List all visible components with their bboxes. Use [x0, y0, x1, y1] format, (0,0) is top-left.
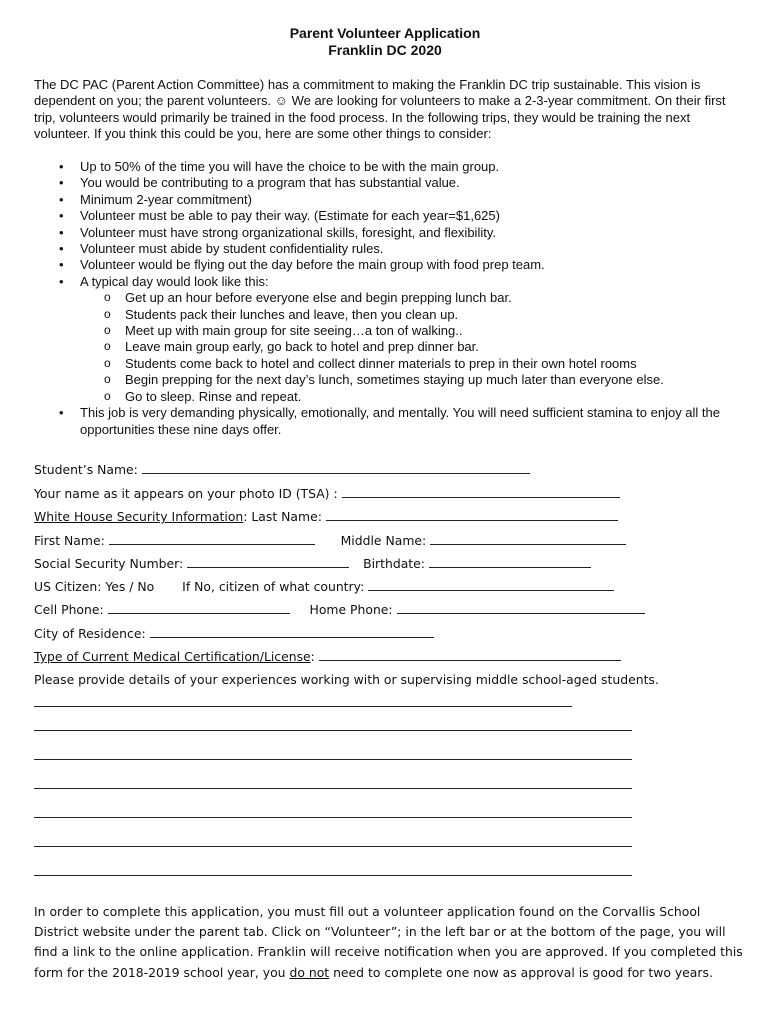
experience-line[interactable]: [34, 817, 632, 818]
last-name-label: : Last Name:: [243, 509, 322, 524]
photo-id-row: [34, 484, 620, 504]
experience-line[interactable]: [34, 706, 572, 707]
document-title: Parent Volunteer Application: [289, 25, 481, 41]
list-item: • Volunteer must be able to pay their way. (Estimate for each year=$1,625): [0, 208, 740, 224]
list-item-typical-day: [0, 274, 740, 405]
medical-row: [34, 647, 621, 667]
experience-line[interactable]: [34, 759, 632, 760]
considerations-list: [0, 159, 740, 438]
sub-list-item: o Get up an hour before everyone else and begin prepping lunch bar.: [80, 290, 740, 306]
experience-prompt-row: [34, 670, 659, 690]
sub-list-item: o Meet up with main group for site seeing…a ton of walking..: [80, 323, 740, 339]
student-name-row: [34, 460, 530, 480]
citizen-country-field[interactable]: [368, 578, 614, 591]
experience-line[interactable]: [34, 730, 632, 731]
experience-prompt: Please provide details of your experiences working with or supervising middle school-aged students.: [34, 672, 659, 687]
ssn-label: Social Security Number:: [34, 556, 184, 571]
cell-phone-label: Cell Phone:: [34, 602, 104, 617]
us-citizen-label[interactable]: US Citizen: Yes / No: [34, 579, 155, 594]
sub-list-item: o Leave main group early, go back to hotel and prep dinner bar.: [80, 339, 740, 355]
sub-list-item: o Go to sleep. Rinse and repeat.: [80, 389, 740, 405]
typical-day-label: A typical day would look like this:: [80, 273, 269, 289]
sub-list-item: o Students come back to hotel and collect dinner materials to prep in their own hotel rooms: [80, 356, 740, 372]
first-middle-name-row: [34, 531, 626, 551]
first-name-label: First Name:: [34, 533, 105, 548]
document-subtitle: Franklin DC 2020: [328, 42, 442, 58]
medical-certification-field[interactable]: [319, 648, 621, 661]
home-phone-field[interactable]: [397, 601, 645, 614]
student-name-label: Student’s Name:: [34, 462, 138, 477]
list-item: • Volunteer would be flying out the day before the main group with food prep team.: [0, 257, 740, 273]
closing-emphasis: do not: [289, 964, 330, 980]
citizen-of-label: If No, citizen of what country:: [182, 579, 365, 594]
list-item: • Minimum 2-year commitment): [0, 192, 740, 208]
list-item: • You would be contributing to a program that has substantial value.: [0, 175, 740, 191]
home-phone-label: Home Phone:: [309, 602, 393, 617]
closing-text-end: need to complete one now as approval is good for two years.: [329, 964, 713, 980]
experience-line[interactable]: [34, 875, 632, 876]
city-label: City of Residence:: [34, 626, 146, 641]
photo-id-name-field[interactable]: [342, 485, 620, 498]
intro-paragraph: The DC PAC (Parent Action Committee) has a commitment to making the Franklin DC trip sustainable. This vision is dependent on you; the parent volunteers. ☺ We are looking for volunteers to make a 2-3-year commitment. On their first trip, volunteers would primarily be trained in the food process. In the following trips, they would be training the next volunteer. If you think this could be you, here are some other things to consider:: [34, 77, 726, 141]
citizenship-row: [34, 577, 614, 597]
first-name-field[interactable]: [109, 532, 315, 545]
list-item: • Volunteer must abide by student confidentiality rules.: [0, 241, 740, 257]
white-house-heading: White House Security Information: [34, 509, 244, 524]
student-name-field[interactable]: [142, 461, 530, 474]
typical-day-list: [80, 290, 740, 405]
sub-list-item: o Begin prepping for the next day’s lunch, sometimes staying up much later than everyone else.: [80, 372, 740, 388]
list-item: • Volunteer must have strong organizational skills, foresight, and flexibility.: [0, 225, 740, 241]
birthdate-field[interactable]: [429, 555, 591, 568]
middle-name-label: Middle Name:: [340, 533, 427, 548]
city-row: [34, 624, 434, 644]
middle-name-field[interactable]: [430, 532, 626, 545]
closing-paragraph: [34, 902, 746, 983]
ssn-birthdate-row: [34, 554, 591, 574]
ssn-field[interactable]: [187, 555, 349, 568]
sub-list-item: o Students pack their lunches and leave, then you clean up.: [80, 307, 740, 323]
list-item: • Up to 50% of the time you will have the choice to be with the main group.: [0, 159, 740, 175]
birthdate-label: Birthdate:: [363, 556, 425, 571]
experience-line[interactable]: [34, 846, 632, 847]
medical-heading: Type of Current Medical Certification/License: [34, 649, 311, 664]
experience-line[interactable]: [34, 788, 632, 789]
phone-row: [34, 600, 645, 620]
medical-colon: :: [310, 649, 315, 664]
photo-id-label: Your name as it appears on your photo ID (TSA) :: [34, 486, 338, 501]
city-field[interactable]: [150, 625, 434, 638]
last-name-field[interactable]: [326, 508, 618, 521]
closing-text: In order to complete this application, you must fill out a volunteer application found on the Corvallis School District website under the parent tab. Click on “Volunteer”; in the left bar or at the bottom of the page, you will find a link to the online application. Franklin will receive notification when you are approved. If you completed this form for the 2018-2019 school year, you: [34, 904, 743, 980]
cell-phone-field[interactable]: [108, 601, 290, 614]
last-name-row: [34, 507, 618, 527]
list-item: • This job is very demanding physically, emotionally, and mentally. You will need sufficient stamina to enjoy all the opportunities these nine days offer.: [0, 405, 740, 438]
